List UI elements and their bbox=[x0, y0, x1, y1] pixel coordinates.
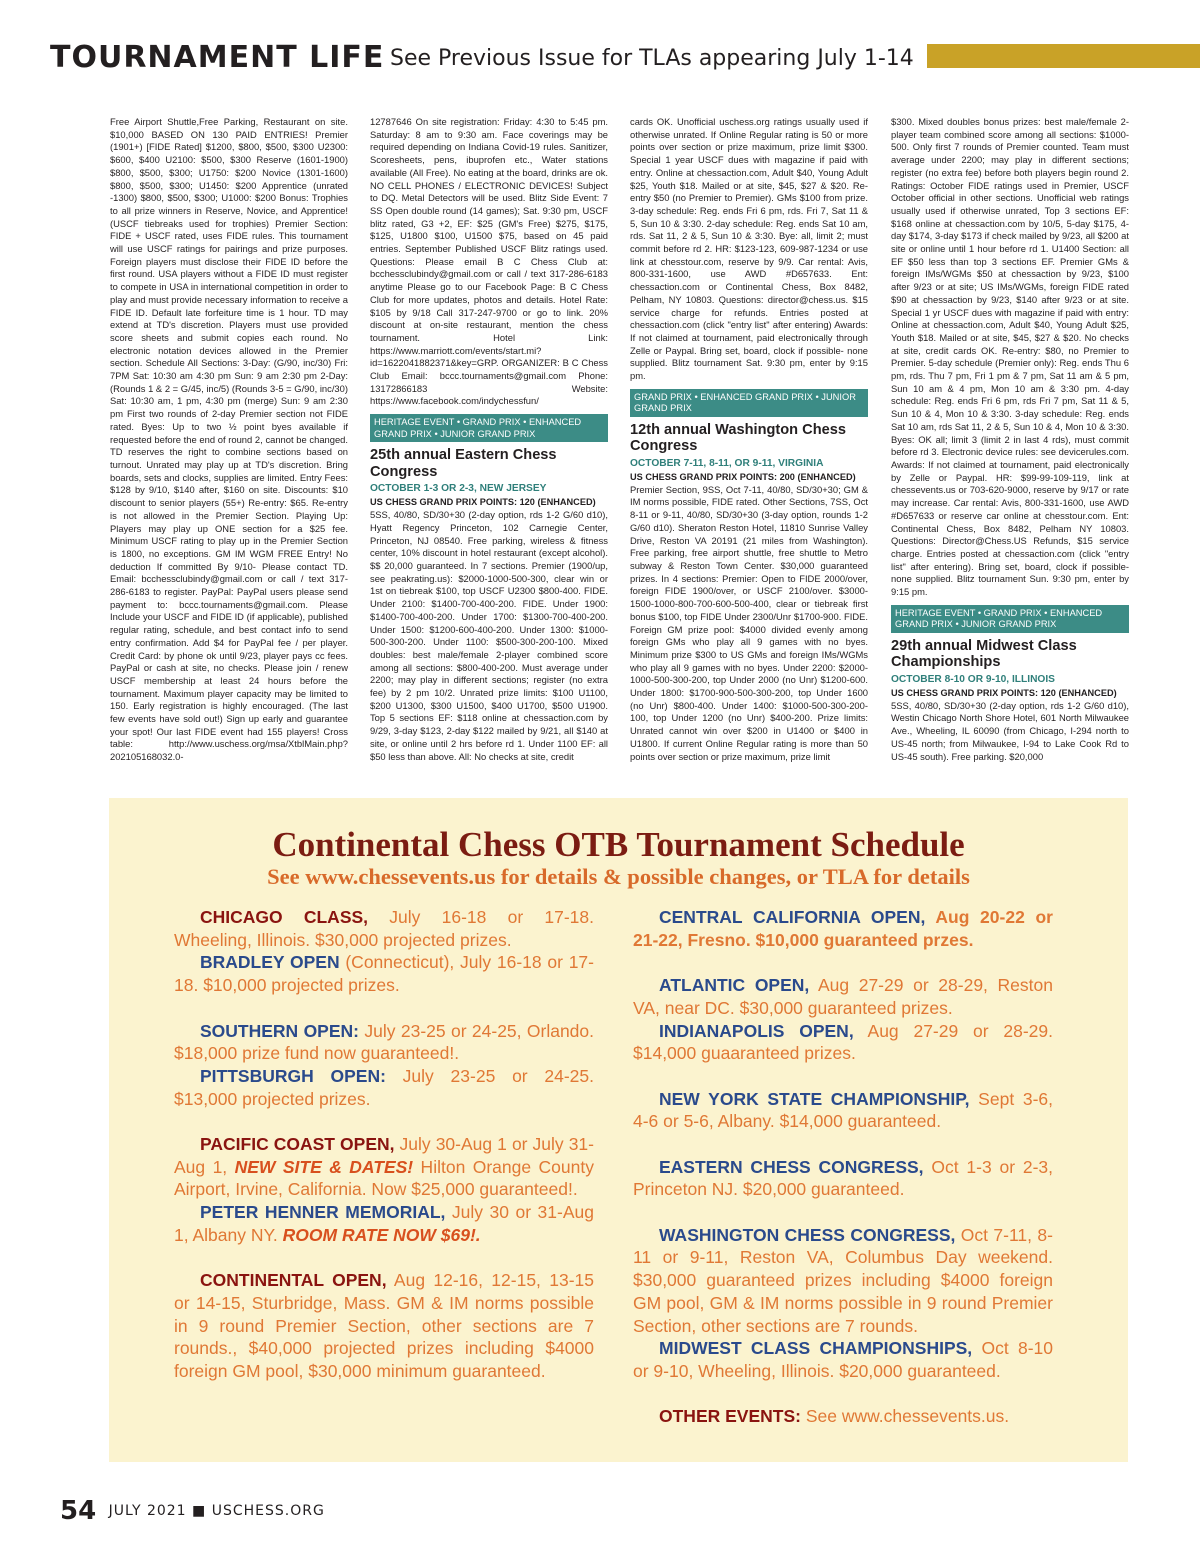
event-name: MIDWEST CLASS CHAMPIONSHIPS, bbox=[659, 1338, 973, 1359]
event-name: PACIFIC COAST OPEN, bbox=[200, 1134, 395, 1154]
event-name: CHICAGO CLASS, bbox=[200, 907, 369, 927]
column-paragraph: 5SS, 40/80, SD/30+30 (2-day option, rds 1-2 G/60 d10), Westin Chicago North Shore Hotel, 601 North Milwaukee Ave., Wheeling, IL 60090 (from Chicago, I-294 north to US-45 north; from Milwaukee, I-94 to Lake Cook Rd to US-45 south). Free parking. $20,000 bbox=[891, 699, 1129, 762]
event-name: OTHER EVENTS: bbox=[659, 1406, 801, 1427]
event-title: 12th annual Washington Chess Congress bbox=[630, 421, 846, 455]
schedule-entry bbox=[633, 1405, 1053, 1428]
text-column-3 bbox=[630, 116, 868, 784]
schedule-entry bbox=[633, 906, 1053, 951]
column-paragraph: $300. Mixed doubles bonus prizes: best male/female 2-player team combined score among all sections: $1000-500. Only first 7 rounds of Premier counted. Team must average under 2200; may play in different sections; register (no extra fee) before both players begin round 2. Ratings: October FIDE ratings used in Premier, USCF October official in other sections. Unofficial web ratings usually used if otherwise unrated, Top 3 sections EF: $168 online at chessaction.com by 10/5, 5-day $175, 4-day $174, 3-day $173 if check mailed by 9/23, all $200 at site or online until 1 hour before rd 1. U1400 Section: all EF $50 less than top 3 sections EF. Premier GMs & foreign IMs/WGMs $50 at chessaction by 9/23, $100 after 9/23 or at site; US IMs/WGMs, foreign FIDE rated $90 at chessaction by 9/23, $140 after 9/23 or at site. Special 1 yr USCF dues with magazine if paid with entry: Online at chessaction.com, Adult $40, Young Adult $25, Youth $18. Mailed or at site, $45, $27 & $20. No checks at site, credit cards OK. Re-entry: $80, no Premier to Premier. 5-day schedule (Premier only): Reg. ends Thu 6 pm, rds. Thu 7 pm, Fri 1 pm & 7 pm, Sat 11 am & 5 pm, Sun 10 am & 4 pm, Mon 10 am & 3:30 pm. 4-day schedule: Reg. ends Fri 6 pm, rds Fri 7 pm, Sat 11 & 5, Sun 10 & 4, Mon 10 & 3:30. 3-day schedule: Reg. ends Sat 10 am, rds Sat 11, 2 & 5, Sun 10 & 4, Mon 10 & 3:30. Byes: OK all; limit 3 (limit 2 in last 4 rds), must commit before rd 3. Electronic device rules: see devicerules.com. Awards: If not claimed at tournament, paid electronically by Zelle or Paypal. HR: $99-99-109-119, link at chessevents.us or 703-620-9000, reserve by 9/17 or rate may increase. Car rental: Avis, 800-331-1600, use AWD #D657633 or reserve car online at chesstour.com. Ent: Continental Chess, Box 8482, Pelham NY 10803. Questions: Director@Chess.US Refunds, $15 service charge. Entries posted at chessaction.com (click "entry list" after entering). Bring set, board, clock if possible- none supplied. Blitz tournament Sun. 9:30 pm, enter by 9:15 pm. bbox=[891, 116, 1129, 598]
event-tag: HERITAGE EVENT • GRAND PRIX • ENHANCED GRAND PRIX • JUNIOR GRAND PRIX bbox=[891, 605, 1129, 633]
schedule-entry bbox=[633, 1156, 1053, 1201]
schedule-entry bbox=[174, 1269, 594, 1383]
event-tag: GRAND PRIX • ENHANCED GRAND PRIX • JUNIOR GRAND PRIX bbox=[630, 389, 868, 417]
event-name: PETER HENNER MEMORIAL, bbox=[200, 1202, 446, 1223]
schedule-entry bbox=[174, 906, 594, 951]
schedule-entry bbox=[174, 1201, 594, 1246]
event-name: ATLANTIC OPEN, bbox=[659, 975, 810, 996]
schedule-entry bbox=[633, 974, 1053, 1019]
event-details: Hilton Orange County Airport, Irvine, California. Now $25,000 guaranteed!. bbox=[174, 1156, 594, 1200]
event-grand-prix-points: US CHESS GRAND PRIX POINTS: 120 (ENHANCED) bbox=[891, 687, 1117, 698]
event-name: CENTRAL CALIFORNIA OPEN, bbox=[659, 907, 926, 927]
schedule-entry bbox=[633, 1224, 1053, 1338]
schedule-box bbox=[109, 798, 1128, 1462]
event-title: 29th annual Midwest Class Championships bbox=[891, 637, 1077, 671]
text-column-4 bbox=[891, 116, 1129, 784]
event-name: WASHINGTON CHESS CONGRESS, bbox=[659, 1224, 956, 1245]
event-grand-prix-points: US CHESS GRAND PRIX POINTS: 120 (ENHANCED) bbox=[370, 497, 596, 508]
event-details: Sept 3-6, 4-6 or 5-6, Albany. $14,000 guaranteed. bbox=[633, 1088, 1053, 1132]
event-highlight: NEW SITE & DATES! bbox=[234, 1156, 414, 1177]
schedule-subtitle: See www.chessevents.us for details & possible changes, or TLA for details bbox=[267, 864, 970, 889]
schedule-column-right bbox=[633, 906, 1053, 1428]
event-date: OCTOBER 1-3 OR 2-3, NEW JERSEY bbox=[370, 483, 547, 495]
schedule-column-left bbox=[174, 906, 594, 1383]
schedule-entry bbox=[633, 1088, 1053, 1133]
schedule-title: Continental Chess OTB Tournament Schedule bbox=[272, 825, 965, 864]
column-paragraph: 5SS, 40/80, SD/30+30 (2-day option, rds 1-2 G/60 d10), Hyatt Regency Princeton, 102 Carnegie Center, Princeton, NJ 08540. Free parking, wireless & fitness center, 10% discount in hotel restaurant (except alcohol). $$ 20,000 guaranteed. In 7 sections. Premier (1900/up, see peakrating.us): $2000-1000-500-300, clear win or 1st on tiebreak $100, top USCF U2300 $800-400. FIDE. Under 2100: $1400-700-400-200. FIDE. Under 1900: $1400-700-400-200. Under 1700: $1300-700-400-200. Under 1500: $1200-600-400-200. Under 1300: $1000-500-300-200. Under 1100: $500-300-200-100. Mixed doubles: best male/female 2-player combined score among all sections: $800-400-200. Must average under 2200; may play in different sections; register (no extra fee) by 2 pm 10/2. Unrated prize limits: $100 U1100, $200 U1300, $300 U1500, $400 U1700, $500 U1900. Top 5 sections EF: $118 online at chessaction.com by 9/29, 3-day $123, 2-day $122 mailed by 9/21, all $140 at site, or online until 2 hrs before rd 1. Under 1100 EF: all $50 less than above. All: No checks at site, credit bbox=[370, 509, 608, 762]
event-details: July 23-25 or 24-25, Orlando. $18,000 prize fund now guaranteed!. bbox=[174, 1020, 595, 1064]
event-details: Aug 12-16, 12-15, 13-15 or 14-15, Sturbridge, Mass. GM & IM norms possible in 9 round Premier Section, other sections are 7 rounds., $40,000 projected prizes including $4000 foreign GM pool, $30,000 minimum guaranteed. bbox=[174, 1270, 594, 1382]
event-name: EASTERN CHESS CONGRESS, bbox=[659, 1156, 924, 1177]
event-date: OCTOBER 7-11, 8-11, OR 9-11, VIRGINIA bbox=[630, 457, 824, 469]
event-tag: HERITAGE EVENT • GRAND PRIX • ENHANCED GRAND PRIX • JUNIOR GRAND PRIX bbox=[370, 414, 608, 442]
event-details: July 30 or 31-Aug 1, Albany NY. bbox=[174, 1202, 594, 1245]
event-name: INDIANAPOLIS OPEN, bbox=[659, 1020, 854, 1041]
event-grand-prix-points: US CHESS GRAND PRIX POINTS: 200 (ENHANCED) bbox=[630, 471, 856, 482]
accent-bar bbox=[927, 44, 1200, 68]
section-subtitle: See Previous Issue for TLAs appearing July 1-14 bbox=[390, 46, 914, 71]
page-number: 54 bbox=[60, 1496, 97, 1526]
text-column-1 bbox=[110, 116, 348, 784]
section-title: TOURNAMENT LIFE bbox=[50, 40, 385, 75]
event-details: July 16-18 or 17-18. Wheeling, Illinois. $30,000 projected prizes. bbox=[174, 907, 594, 950]
page-header bbox=[50, 40, 1200, 76]
event-date: OCTOBER 8-10 OR 9-10, ILLINOIS bbox=[891, 673, 1055, 685]
event-name: NEW YORK STATE CHAMPIONSHIP, bbox=[659, 1088, 970, 1109]
footer-text: JULY 2021 ■ USCHESS.ORG bbox=[108, 1503, 325, 1519]
column-paragraph: Free Airport Shuttle,Free Parking, Restaurant on site. $10,000 BASED ON 130 PAID ENTRIES! Premier (1901+) [FIDE Rated] $1200, $800, $500, $300 U2300: $600, $400 U2100: $500, $300 Reserve (1601-1900) $800, $500, $300; U1750: $200 Novice (1301-1600) $800, $500, $300; U1450: $200 Apprentice (unrated -1300) $800, $500, $300; U1000: $200 Bonus: Trophies to all prize winners in Reserve, Novice, and Apprentice! (USCF tiebreaks used for trophies) Premier Section: FIDE + USCF rated, uses FIDE rules. This tournament will use USCF ratings for pairings and prize purposes. Foreign players must disclose their FIDE ID before the first round. USA players without a FIDE ID must register to compete in USA in international competition in order to play and must provide necessary information to receive a FIDE ID. Default late forfeiture time is 1 hour. TD may extend at TD's discretion. Players must use provided score sheets and submit copies each round. No electronic notation devices allowed in the Premier section. Schedule All Sections: 3-Day: (G/90, inc/30) Fri: 7PM Sat: 10:30 am 4:30 pm Sun: 9 am 2:30 pm 2-Day: (Rounds 1 & 2 = G/45, inc/5) (Rounds 3-5 = G/90, inc/30) Sat: 10:30 am, 1 pm, 4:30 pm (merge) Sun: 9 am 2:30 pm First two rounds of 2-day Premier section not FIDE rated. Byes: Up to two ½ point byes available if requested before the end of round 2, cannot be changed. TD reserves the right to combine sections based on turnout. Unrated may play up at TD's discretion. Bring boards, sets and clocks, supplies are limited. Entry Fees: $128 by 9/10, $140 after, $160 on site. Discounts: $10 discount to senior players (55+) Re-entry: $65. Re-entry is not allowed in the Premier Section. Playing Up: Players may play up ONE section for a $25 fee. Minimum USCF rating to play up in the Premier Section is 1800, no exceptions. GM IM WGM FREE Entry! No deduction If committed By 9/10- Please contact TD. Email: bcchessclubindy@gmail.com or call / text 317-286-6183 to register. PayPal: PayPal users please send payment to: bccc.tournaments@gmail.com. Please Include your USCF and FIDE ID (if applicable), published regular rating, schedule, and best contact info to send entry confirmation. Add $4 for PayPal fee / per player. Credit Card: by phone ok until 9/23, player pays cc fees. PayPal or cash at site, no checks. Please join / renew USCF membership at least 24 hours before the tournament. Maximum player capacity may be limited to 150. Early registration is highly encouraged. (The last few events have sold out!) Sign up early and guarantee your spot! Our last FIDE event had 155 players! Cross table: http://www.uschess.org/msa/XtblMain.php?202105168032.0- bbox=[110, 116, 348, 763]
event-details: Aug 20-22 or 21-22, Fresno. $10,000 guaranteed przes. bbox=[633, 907, 1053, 950]
event-highlight: ROOM RATE NOW $69!. bbox=[282, 1224, 481, 1245]
event-details: July 30-Aug 1 or July 31-Aug 1, bbox=[174, 1134, 594, 1177]
column-paragraph: Premier Section, 9SS, Oct 7-11, 40/80, SD/30+30; GM & IM norms possible, FIDE rated. Other Sections, 7SS, Oct 8-11 or 9-11, 40/80, SD/30+30 (3-day option, rounds 1-2 G/60 d10). Sheraton Reston Hotel, 11810 Sunrise Valley Drive, Reston VA 20191 (21 miles from Washington). Free parking, free airport shuttle, free shuttle to Metro subway & Reston Town Center. $30,000 guaranteed prizes. In 4 sections: Premier: Open to FIDE 2000/over, foreign FIDE 1900/over, or USCF 2100/over. $3000-1500-1000-800-700-600-500-400, clear or tiebreak first bonus $100, top FIDE Under 2300/Unr $1700-900. FIDE. Foreign GM prize pool: $4000 divided evenly among foreign GMs who play all 9 games with no byes. Minimum prize $300 to US GMs and foreign IMs/WGMs who play all 9 games with no byes. Under 2200: $2000-1000-500-300-200, top Under 2000 (no Unr) $1200-600. Under 1800: $1700-900-500-300-200, top Under 1600 (no Unr) $800-400. Under 1400: $1000-500-300-200-100, top Under 1200 (no Unr) $400-200. Prize limits: Unrated cannot win over $200 in U1400 or $400 in U1800. If current Online Regular rating is more than 50 points over section or prize maximum, prize limit bbox=[630, 483, 868, 762]
schedule-entry bbox=[174, 1065, 594, 1110]
event-name: PITTSBURGH OPEN: bbox=[200, 1065, 386, 1086]
schedule-entry bbox=[633, 1020, 1053, 1065]
event-details: Oct 7-11, 8-11 or 9-11, Reston VA, Columbus Day weekend. $30,000 guaranteed prizes including $4000 foreign GM pool, GM & IM norms possible in 9 round Premier Section, other sections are 7 rounds. bbox=[633, 1224, 1053, 1336]
column-paragraph: 12787646 On site registration: Friday: 4:30 to 5:45 pm. Saturday: 8 am to 9:30 am. Face coverings may be required depending on Indiana Covid-19 rules. Sanitizer, Scoresheets, pens, ibuprofen etc., Water stations available (All Free). No eating at the board, drinks are ok. NO CELL PHONES / ELECTRONIC DEVICES! Subject to DQ. Metal Detectors will be used. Blitz Side Event: 7 SS Open double round (14 games); Sat. 9:30 pm, USCF blitz rated, G3 +2, EF: $25 (GM's Free) $275, $175, $125, U1800 $100, U1500 $75, based on 45 paid entries. September Published USCF Blitz ratings used. Questions: Please email B C Chess Club at: bcchessclubindy@gmail.com or call / text 317-286-6183 anytime Please go to our Facebook Page: B C Chess Club for more updates, photos and details. Hotel Rate: $105 by 9/18 Call 317-247-9700 or go to link. 20% discount at on-site restaurant, mention the chess tournament. Hotel Link: https://www.marriott.com/events/start.mi?id=1622041882371&key=GRP. ORGANIZER: B C Chess Club Email: bccc.tournaments@gmail.com Phone: 13172866183 Website: https://www.facebook.com/indychessfun/ bbox=[370, 116, 608, 407]
event-details: (Connecticut), July 16-18 or 17-18. $10,000 projected prizes. bbox=[174, 952, 594, 996]
event-name: SOUTHERN OPEN: bbox=[200, 1020, 359, 1041]
text-column-2 bbox=[370, 116, 608, 784]
page-footer bbox=[60, 1496, 325, 1530]
schedule-entry bbox=[174, 951, 594, 996]
column-paragraph: cards OK. Unofficial uschess.org ratings usually used if otherwise unrated. If Online Regular rating is 50 or more points over section or prize maximum, prize limit $300. Special 1 year USCF dues with magazine if paid with entry. Online at chessaction.com, Adult $40, Young Adult $25, Youth $18. Mailed or at site, $45, $27 & $20. Re-entry $50 (no Premier to Premier). GMs $100 from prize. 3-day schedule: Reg. ends Fri 6 pm, rds. Fri 7, Sat 11 & 5, Sun 10 & 3:30. 2-day schedule: Reg. ends Sat 10 am, rds. Sat 11, 2 & 5, Sun 10 & 3:30. Bye: all, limit 2; must commit before rd 2. HR: $123-123, 609-987-1234 or use link at chesstour.com, reserve by 9/9. Car rental: Avis, 800-331-1600, use AWD #D657633. Ent: chessaction.com or Continental Chess, Box 8482, Pelham, NY 10803. Questions: director@chess.us. $15 service charge for refunds. Entries posted at chessaction.com (click "entry list" after entering) Awards: If not claimed at tournament, paid electronically through Zelle or Paypal. Bring set, board, clock if possible- none supplied. Blitz tournament Sat. 9:30 pm, enter by 9:15 pm. bbox=[630, 116, 868, 382]
event-details: Oct 8-10 or 9-10, Wheeling, Illinois. $20,000 guaranteed. bbox=[633, 1338, 1053, 1381]
event-name: CONTINENTAL OPEN, bbox=[200, 1270, 387, 1291]
schedule-entry bbox=[633, 1337, 1053, 1382]
event-details: Aug 27-29 or 28-29, Reston VA, near DC. $30,000 guaranteed prizes. bbox=[633, 975, 1053, 1018]
schedule-entry bbox=[174, 1133, 594, 1201]
event-details: Aug 27-29 or 28-29. $14,000 guaaranteed prizes. bbox=[633, 1020, 1053, 1064]
event-details: July 23-25 or 24-25. $13,000 projected prizes. bbox=[174, 1065, 594, 1109]
event-name: BRADLEY OPEN bbox=[200, 952, 340, 973]
event-title: 25th annual Eastern Chess Congress bbox=[370, 447, 557, 480]
event-details: See www.chessevents.us. bbox=[800, 1406, 1010, 1427]
schedule-entry bbox=[174, 1020, 594, 1065]
event-details: Oct 1-3 or 2-3, Princeton NJ. $20,000 guaranteed. bbox=[633, 1156, 1053, 1200]
